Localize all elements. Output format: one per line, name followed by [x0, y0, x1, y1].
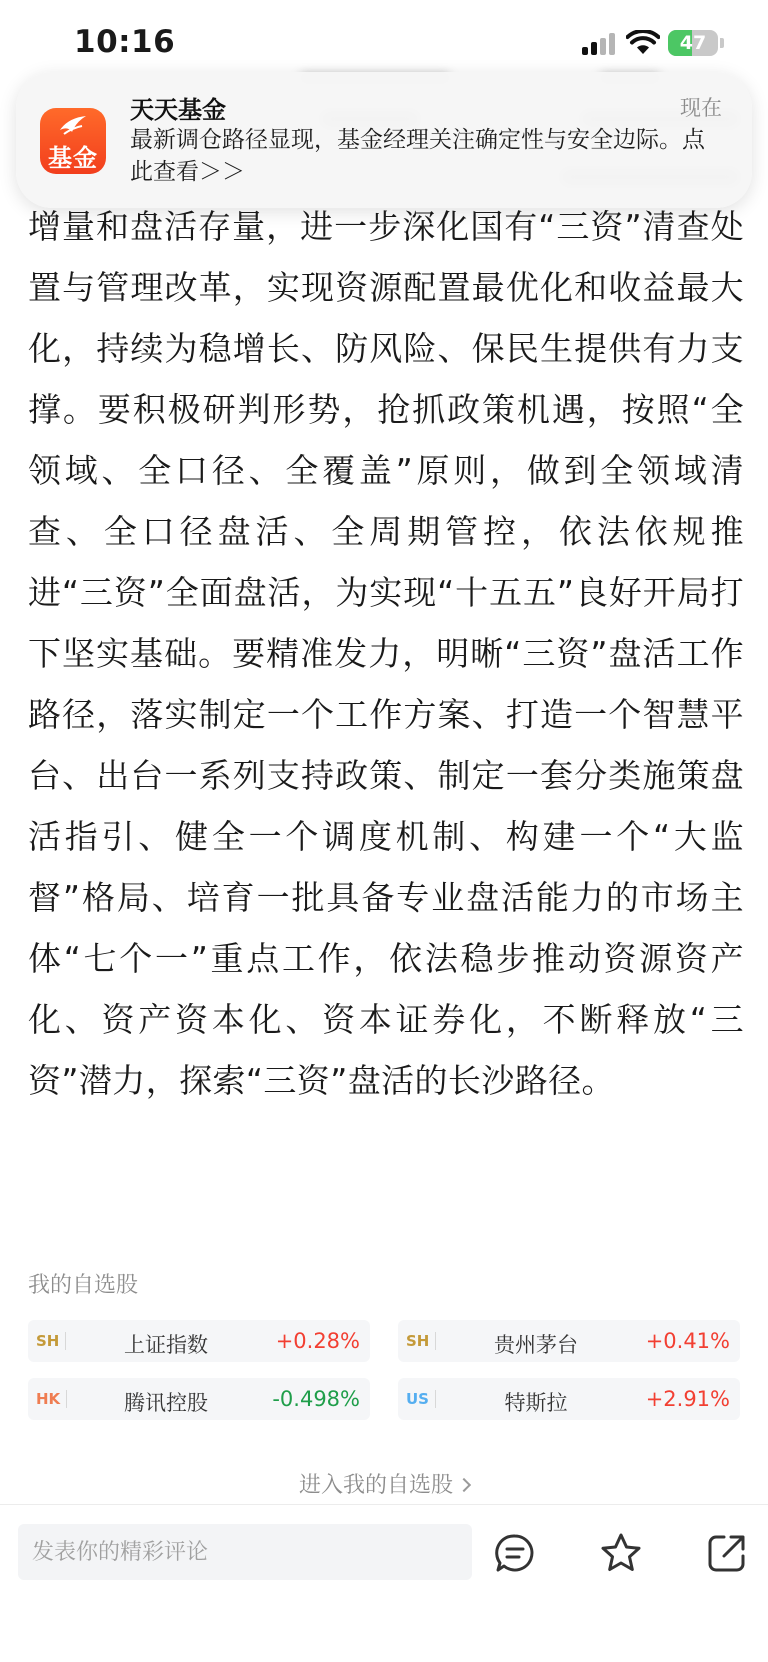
- push-notification[interactable]: [16, 72, 752, 208]
- bottom-bar-divider: [0, 1504, 768, 1505]
- comment-icon[interactable]: [494, 1532, 536, 1574]
- article-body: 增量和盘活存量，进一步深化国有“三资”清查处置与管理改革，实现资源配置最优化和收益最大化，持续为稳增长、防风险、保民生提供有力支撑。要积极研判形势，抢抓政策机遇，按照“全领域、全口径、全覆盖”原则，做到全领域清查、全口径盘活、全周期管控，依法依规推进“三资”全面盘活，为实现“十五五”良好开局打下坚实基础。要精准发力，明晰“三资”盘活工作路径，落实制定一个工作方案、打造一个智慧平台、出台一系列支持政策、制定一套分类施策盘活指引、健全一个调度机制、构建一个“大监督”格局、培育一批具备专业盘活能力的市场主体“七个一”重点工作，依法稳步推动资源资产化、资产资本化、资本证券化，不断释放“三资”潜力，探索“三资”盘活的长沙路径。: [28, 207, 744, 1100]
- wifi-icon: [626, 30, 660, 56]
- cellular-signal-icon: [582, 33, 616, 55]
- chevron-right-icon: [457, 1478, 471, 1492]
- battery-icon: [668, 30, 718, 56]
- stock-change: +0.28%: [275, 1329, 360, 1353]
- swoosh-logo-icon: [58, 114, 88, 136]
- market-tag: HK: [36, 1390, 67, 1408]
- stock-change: +2.91%: [645, 1387, 730, 1411]
- share-icon[interactable]: [706, 1532, 748, 1574]
- stock-name: 腾讯控股: [124, 1391, 208, 1415]
- battery-cap: [720, 38, 724, 48]
- star-icon[interactable]: [600, 1532, 642, 1574]
- battery-level: 47: [679, 32, 707, 54]
- stock-change: -0.498%: [272, 1387, 360, 1411]
- status-time: 10:16: [74, 24, 176, 60]
- market-tag: SH: [406, 1332, 436, 1350]
- market-tag: US: [406, 1390, 436, 1408]
- stock-card-moutai[interactable]: [398, 1320, 740, 1362]
- app-icon-label: 基金: [48, 143, 98, 172]
- stock-name: 上证指数: [124, 1333, 208, 1357]
- stock-name: 贵州茅台: [494, 1333, 578, 1357]
- stock-change: +0.41%: [645, 1329, 730, 1353]
- enter-watchlist-link[interactable]: [0, 1468, 768, 1499]
- notification-app-name: 天天基金: [130, 96, 226, 124]
- market-tag: SH: [36, 1332, 66, 1350]
- stock-card-tesla[interactable]: [398, 1378, 740, 1420]
- comment-input[interactable]: [18, 1524, 472, 1580]
- notification-time: 现在: [680, 96, 722, 120]
- fund-app-icon: [40, 108, 106, 174]
- enter-watchlist-label: 进入我的自选股: [298, 1473, 453, 1498]
- stock-name: 特斯拉: [504, 1391, 568, 1415]
- notification-message: 最新调仓路径显现，基金经理关注确定性与安全边际。点此查看＞＞: [130, 127, 705, 185]
- stock-card-tencent[interactable]: [28, 1378, 370, 1420]
- stock-card-shanghai-index[interactable]: [28, 1320, 370, 1362]
- watchlist-title: 我的自选股: [28, 1273, 139, 1298]
